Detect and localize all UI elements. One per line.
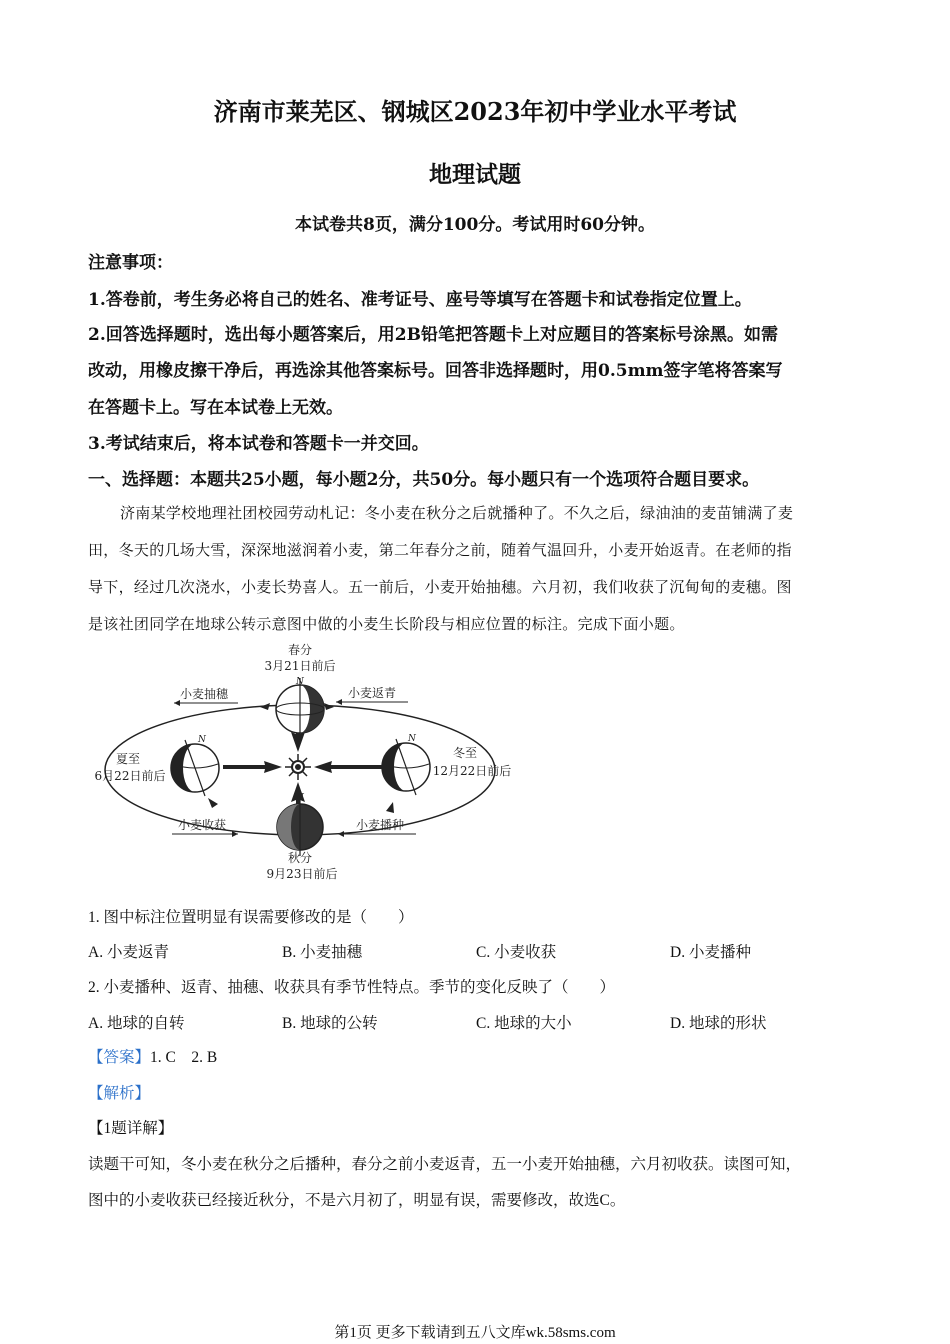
passage-line-3: 导下，经过几次浇水，小麦长势喜人。五一前后，小麦开始抽穗。六月初，我们收获了沉甸甸的麦穗。图 xyxy=(88,578,792,596)
exam-subtitle: 地理试题 xyxy=(429,161,521,188)
season-summer: 夏至 xyxy=(115,752,141,766)
notice-heading: 注意事项： xyxy=(88,253,173,273)
label-wheat-sowing: 小麦播种 xyxy=(356,818,405,832)
earth-winter-icon xyxy=(382,739,430,795)
orbit-arrow-icon xyxy=(208,798,218,808)
notice-item-1: 1.答卷前，考生务必将自己的姓名、准考证号、座号等填写在答题卡和试卷指定位置上。 xyxy=(88,290,752,310)
earth-summer-icon xyxy=(171,740,219,796)
question-2-option-b: B. 地球的公转 xyxy=(282,1015,378,1032)
season-spring-date: 3月21日前后 xyxy=(264,659,336,673)
passage-line-2: 田，冬天的几场大雪，深深地滋润着小麦，第二年春分之前，随着气温回升，小麦开始返青。在老师的指 xyxy=(88,541,792,559)
question-2-option-a: A. 地球的自转 xyxy=(88,1015,185,1032)
analysis-detail-heading: 【1题详解】 xyxy=(88,1120,174,1137)
notice-item-2-line-1: 2.回答选择题时，选出每小题答案后，用2B铅笔把答题卡上对应题目的答案标号涂黑。如需 xyxy=(88,325,778,345)
season-summer-date: 6月22日前后 xyxy=(94,769,166,783)
analysis-line-1: 读题干可知，冬小麦在秋分之后播种，春分之前小麦返青，五一小麦开始抽穗，六月初收获。读图可知， xyxy=(88,1156,802,1173)
arrow-to-summer xyxy=(223,761,282,773)
sun-icon xyxy=(285,754,311,780)
season-spring: 春分 xyxy=(287,643,313,657)
label-wheat-heading: 小麦抽穗 xyxy=(180,687,229,701)
passage-line-4: 是该社团同学在地球公转示意图中做的小麦生长阶段与相应位置的标注。完成下面小题。 xyxy=(88,615,685,633)
question-2-stem: 2. 小麦播种、返青、抽穗、收获具有季节性特点。季节的变化反映了（ ） xyxy=(88,979,616,996)
exam-info: 本试卷共8页，满分100分。考试用时60分钟。 xyxy=(295,215,655,235)
earth-autumn-icon xyxy=(277,796,323,856)
answer-label: 【答案】 xyxy=(88,1049,151,1066)
label-wheat-greening: 小麦返青 xyxy=(348,686,397,700)
earth-spring-icon xyxy=(276,678,324,740)
question-2-option-c: C. 地球的大小 xyxy=(476,1015,572,1032)
pole-label-spring: N xyxy=(296,677,304,687)
season-winter-date: 12月22日前后 xyxy=(432,764,512,778)
arrow-to-winter xyxy=(314,761,388,773)
answer-row xyxy=(88,1045,217,1067)
season-autumn-date: 9月23日前后 xyxy=(266,867,338,881)
notice-item-3: 3.考试结束后，将本试卷和答题卡一并交回。 xyxy=(88,434,429,454)
notice-item-2-line-3: 在答题卡上。写在本试卷上无效。 xyxy=(88,398,343,418)
orbit-arrow-icon xyxy=(386,802,394,813)
pole-label-winter: N xyxy=(408,734,416,744)
question-2-option-d: D. 地球的形状 xyxy=(670,1015,767,1032)
exam-title: 济南市莱芜区、钢城区2023年初中学业水平考试 xyxy=(213,97,737,126)
analysis-line-2: 图中的小麦收获已经接近秋分，不是六月初了，明显有误，需要修改，故选C。 xyxy=(88,1192,626,1209)
orbit-arrow-icon xyxy=(260,703,270,710)
pole-label-autumn: N xyxy=(296,793,304,803)
question-1-option-a: A. 小麦返青 xyxy=(88,944,169,961)
question-1-option-b: B. 小麦抽穗 xyxy=(282,944,363,961)
section-1-heading: 一、选择题：本题共25小题，每小题2分，共50分。每小题只有一个选项符合题目要求。 xyxy=(88,470,760,490)
earth-revolution-diagram xyxy=(88,640,528,885)
passage-line-1: 济南某学校地理社团校园劳动札记：冬小麦在秋分之后就播种了。不久之后，绿油油的麦苗铺满了麦 xyxy=(120,504,794,522)
question-1-option-c: C. 小麦收获 xyxy=(476,944,557,961)
analysis-label: 【解析】 xyxy=(88,1085,151,1102)
notice-item-2-line-2: 改动，用橡皮擦干净后，再选涂其他答案标号。回答非选择题时，用0.5mm签字笔将答案写 xyxy=(88,361,783,381)
question-1-option-d: D. 小麦播种 xyxy=(670,944,751,961)
label-wheat-harvest: 小麦收获 xyxy=(178,818,227,832)
answer-value: 1. C 2. B xyxy=(150,1049,218,1066)
season-autumn: 秋分 xyxy=(287,851,313,865)
page-footer: 第1页 更多下载请到五八文库wk.58sms.com xyxy=(334,1325,616,1341)
season-winter: 冬至 xyxy=(452,746,478,760)
question-1-stem: 1. 图中标注位置明显有误需要修改的是（ ） xyxy=(88,909,414,926)
pole-label-summer: N xyxy=(198,735,206,745)
orbit-arrow-icon xyxy=(324,703,334,710)
